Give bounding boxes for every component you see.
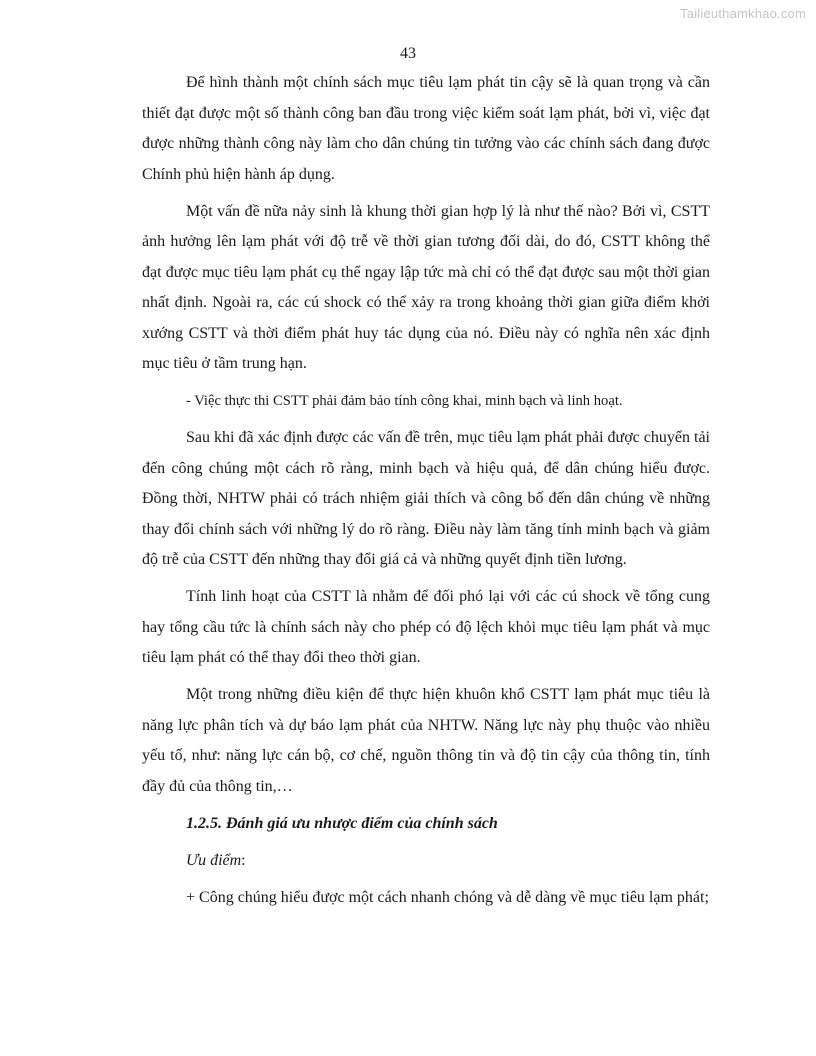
advantages-label: Ưu điểm [186, 851, 242, 869]
section-heading: 1.2.5. Đánh giá ưu nhược điểm của chính sách [186, 814, 498, 832]
paragraph-flexibility: Tính linh hoạt của CSTT là nhằm để đối phó lại với các cú shock về tổng cung hay tổng cầu tức là chính sách này cho phép có độ lệch khỏi mục tiêu lạm phát và mục tiêu lạm phát có thể thay đổi theo thời gian. [142, 588, 710, 666]
page-number: 43 [400, 45, 416, 62]
paragraph-communication: Sau khi đã xác định được các vấn đề trên, mục tiêu lạm phát phải được chuyển tải đến công chúng một cách rõ ràng, minh bạch và hiệu quả, để dân chúng hiểu được. Đồng thời, NHTW phải có trách nhiệm giải thích và công bố đến dân chúng về những thay đổi chính sách với những lý do rõ ràng. Điều này làm tăng tính minh bạch và giảm độ trễ của CSTT đến những thay đổi giá cả và những quyết định tiền lương. [142, 429, 710, 568]
watermark-text: Tailieuthamkhao.com [680, 6, 806, 21]
document-body [142, 68, 710, 920]
advantages-colon: : [241, 851, 246, 869]
paragraph-transparency-rule: - Việc thực thi CSTT phải đảm bảo tính công khai, minh bạch và linh hoạt. [186, 393, 623, 409]
advantages-label-line [142, 846, 710, 877]
paragraph-time-frame: Một vấn đề nữa nảy sinh là khung thời gian hợp lý là như thế nào? Bởi vì, CSTT ảnh hưởng lên lạm phát với độ trễ về thời gian tương đối dài, do đó, CSTT không thể đạt được mục tiêu lạm phát cụ thể ngay lập tức mà chỉ có thể đạt được sau một thời gian nhất định. Ngoài ra, các cú shock có thể xảy ra trong khoảng thời gian giữa điểm khởi xướng CSTT và thời điểm phát huy tác dụng của nó. Điều này có nghĩa nên xác định mục tiêu ở tầm trung hạn. [142, 202, 710, 372]
paragraph-credibility: Để hình thành một chính sách mục tiêu lạm phát tin cậy sẽ là quan trọng và cần thiết đạt được một số thành công ban đầu trong việc kiểm soát lạm phát, bởi vì, việc đạt được những thành công này làm cho dân chúng tin tưởng vào các chính sách đang được Chính phủ hiện hành áp dụng. [142, 74, 710, 183]
paragraph-forecasting-capacity: Một trong những điều kiện để thực hiện khuôn khổ CSTT lạm phát mục tiêu là năng lực phân tích và dự báo lạm phát của NHTW. Năng lực này phụ thuộc vào nhiều yếu tố, như: năng lực cán bộ, cơ chế, nguồn thông tin và độ tin cậy của thông tin, tính đầy đủ của thông tin,… [142, 686, 710, 795]
advantage-item: + Công chúng hiểu được một cách nhanh chóng và dễ dàng về mục tiêu lạm phát; [186, 888, 709, 906]
